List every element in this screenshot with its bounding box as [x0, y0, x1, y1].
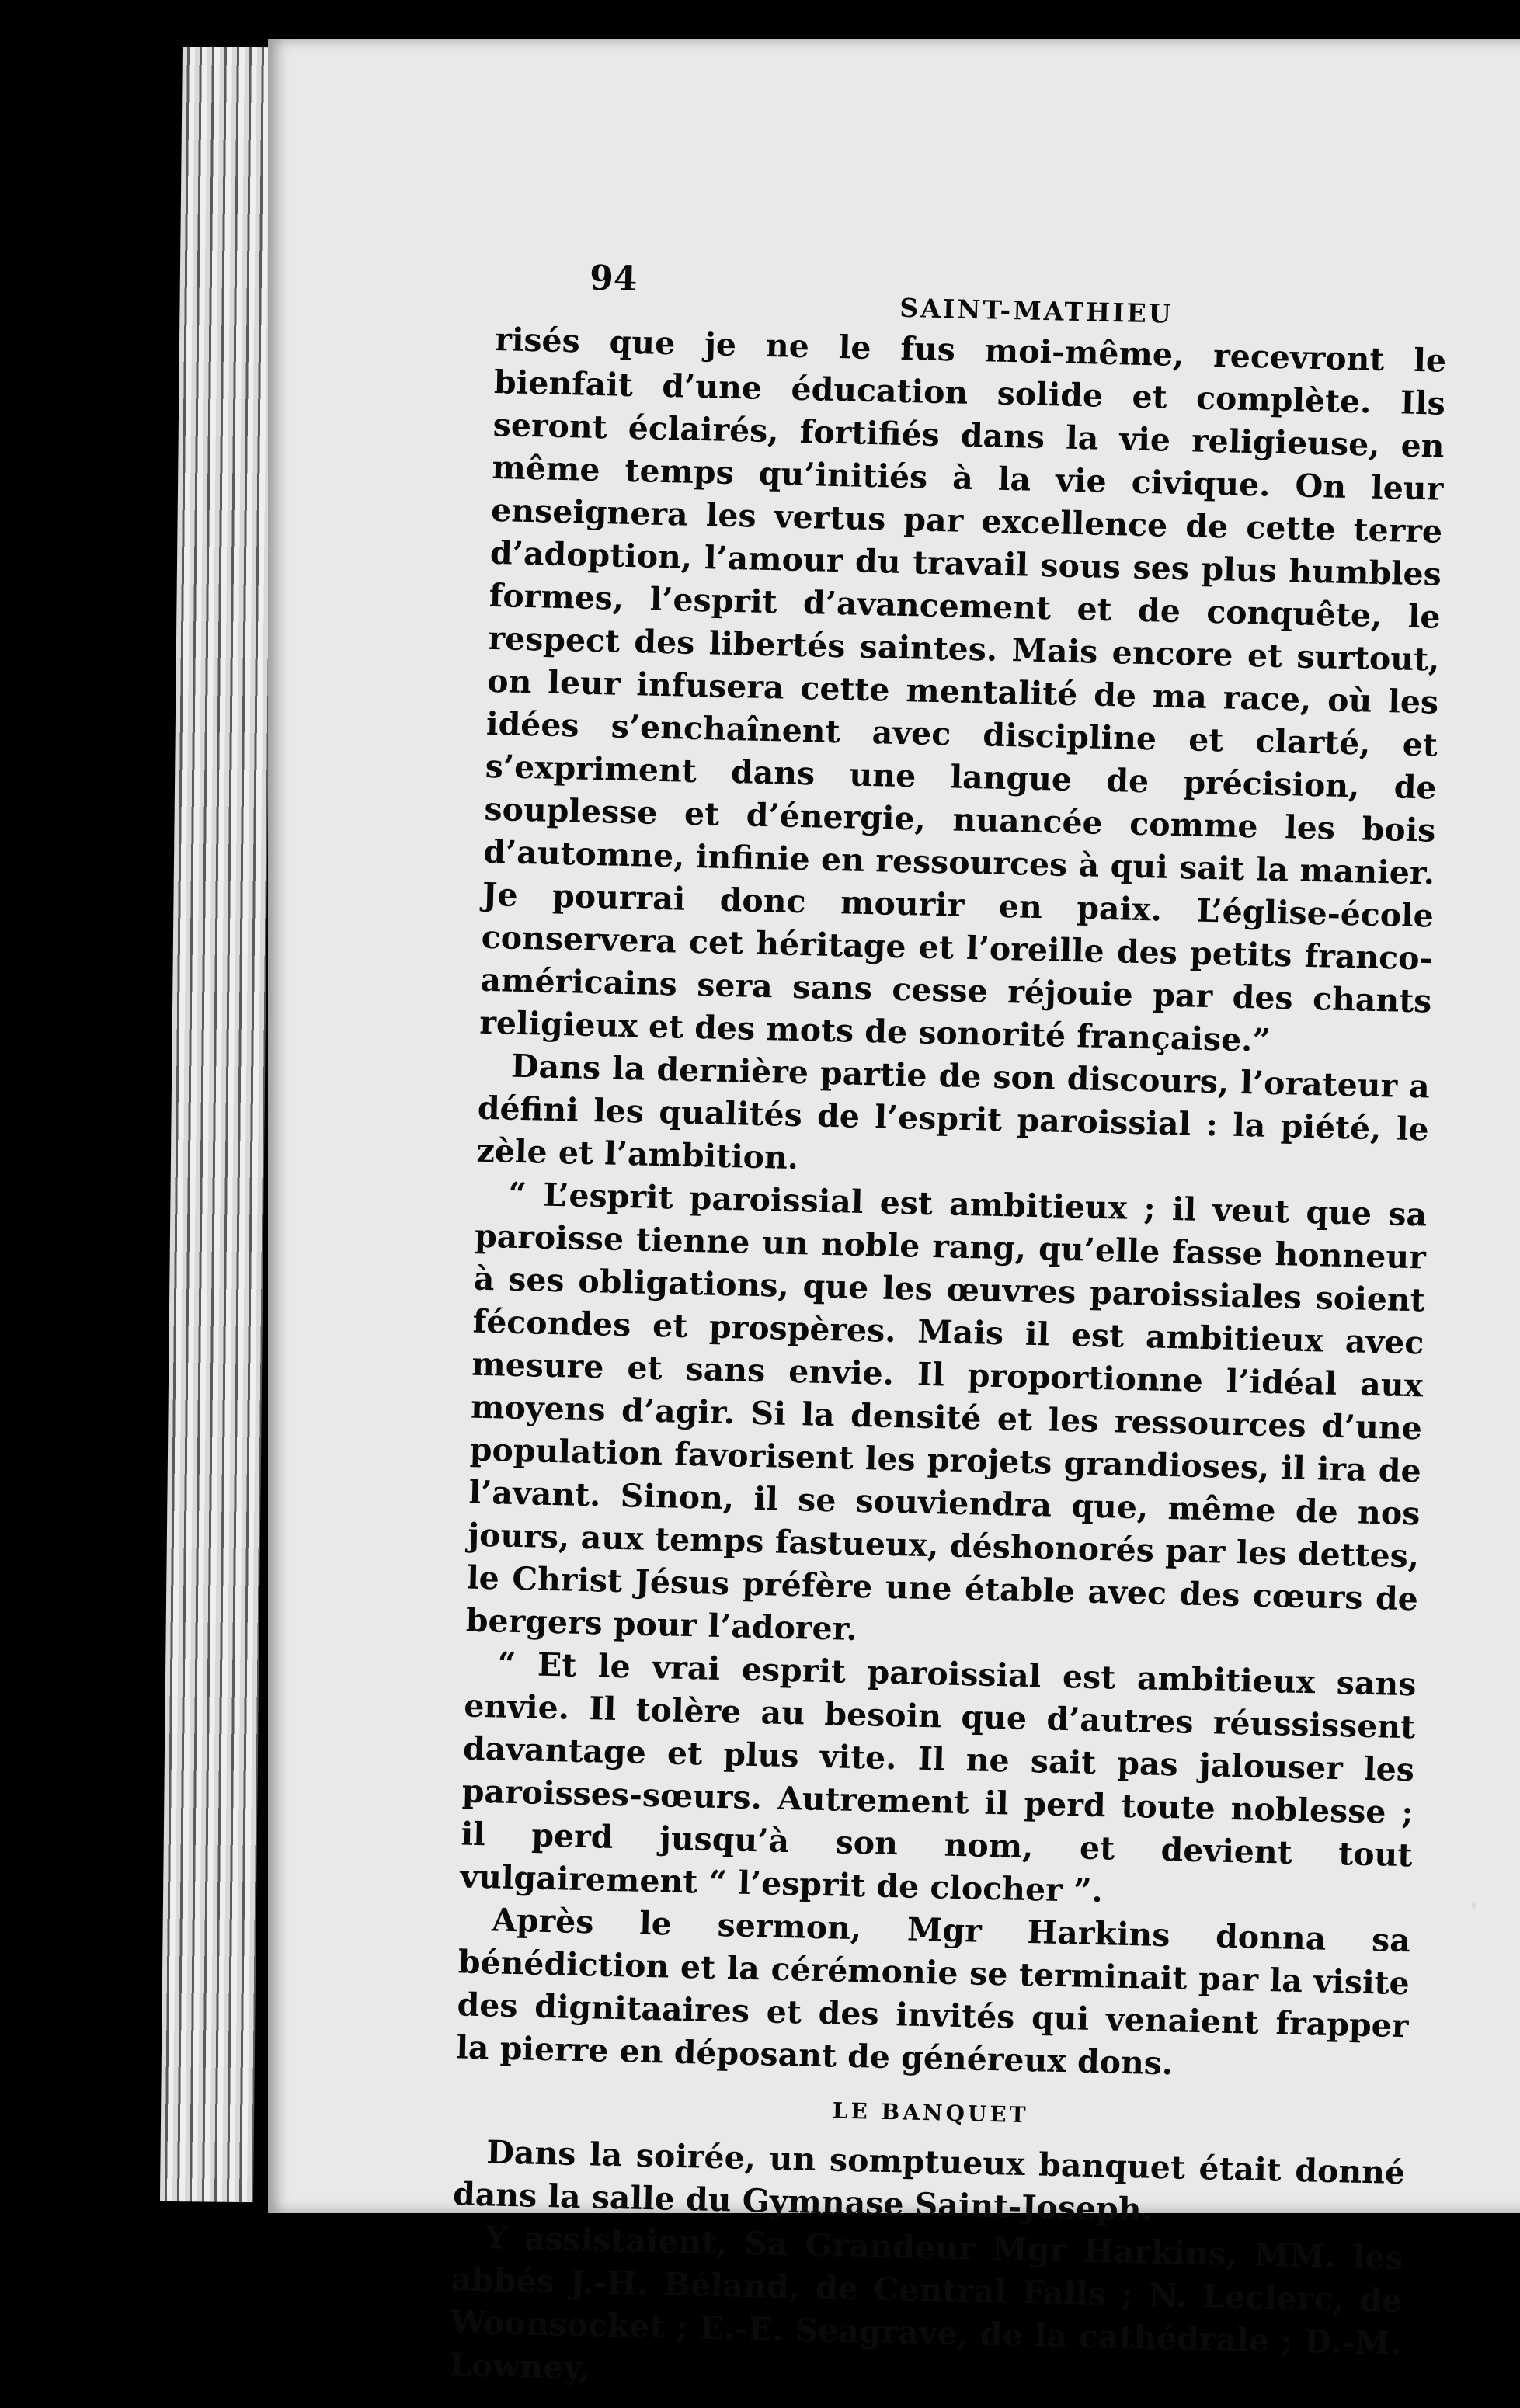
paragraph-1: risés que je ne le fus moi-même, recevront le bienfait d’une éducation solide et complète. Ils seront éclairés, fortifiés dans la vie religieuse, en même temps qu’initiés à la vie civique. On leur enseignera les vertus par excellence de cette terre d’adoption, l’amour du travail sous ses plus humbles formes, l’esprit d’avancement et de conquête, le respect des libertés saintes. Mais encore et surtout, on leur infusera cette mentalité de ma race, où les idées s’enchaînent avec discipline et clarté, et s’expriment dans une langue de précision, de souplesse et d’énergie, nuancée comme les bois d’automne, infinie en ressources à qui sait la manier. Je pourrai donc mourir en paix. L’église-école conservera cet héritage et l’oreille des petits franco-américains sera sans cesse réjouie par des chants religieux et des mots de sonorité française.”	[478, 320, 1447, 1059]
running-title: SAINT-MATHIEU	[899, 292, 1174, 329]
paragraph-7: Y assistaient, Sa Grandeur Mgr Harkins, MM. les abbés J.-H. Béland, de Central Falls ; N. Leclerc, de Woonsocket ; E.-E. Seagrave, de la cathédrale ; D.-M. Lowney,	[448, 2219, 1404, 2387]
page-edges	[160, 47, 276, 2202]
section-heading: LE BANQUET	[832, 2097, 1029, 2128]
paragraph-2: Dans la dernière partie de son discours, l’orateur a défini les qualités de l’esprit paroissial : la piété, le zèle et l’ambition.	[476, 1047, 1431, 1177]
paragraph-4: “ Et le vrai esprit paroissial est ambitieux sans envie. Il tolère au besoin que d’autres réussissent davantage et plus vite. Il ne sait pas jalouser les paroisses-sœurs. Autrement il perd toute noblesse ; il perd jusqu’à son nom, et devient tout vulgairement “ l’esprit de clocher ”.	[459, 1645, 1417, 1910]
speck	[1472, 1902, 1476, 1909]
page-content	[449, 248, 1449, 2408]
body-text	[449, 318, 1447, 2408]
paragraph-6: Dans la soirée, un somptueux banquet était donné dans la salle du Gymnase Saint-Joseph.	[452, 2133, 1406, 2229]
paragraph-5: Après le sermon, Mgr Harkins donna sa bénédiction et la cérémonie se terminait par la visite des dignitaaires et des invités qui venaient frapper la pierre en déposant de généreux dons.	[455, 1901, 1411, 2083]
paragraph-3: “ L’esprit paroissial est ambitieux ; il veut que sa paroisse tienne un noble rang, qu’elle fasse honneur à ses obligations, que les œuvres paroissiales soient fécondes et prospères. Mais il est ambitieux avec mesure et sans envie. Il proportionne l’idéal aux moyens d’agir. Si la densité et les ressources d’une population favorisent les projets grandioses, il ira de l’avant. Sinon, il se souviendra que, même de nos jours, aux temps fastueux, déshonorés par les dettes, le Christ Jésus préfère une étable avec des cœurs de bergers pour l’adorer.	[465, 1175, 1428, 1648]
page-number: 94	[589, 258, 638, 300]
